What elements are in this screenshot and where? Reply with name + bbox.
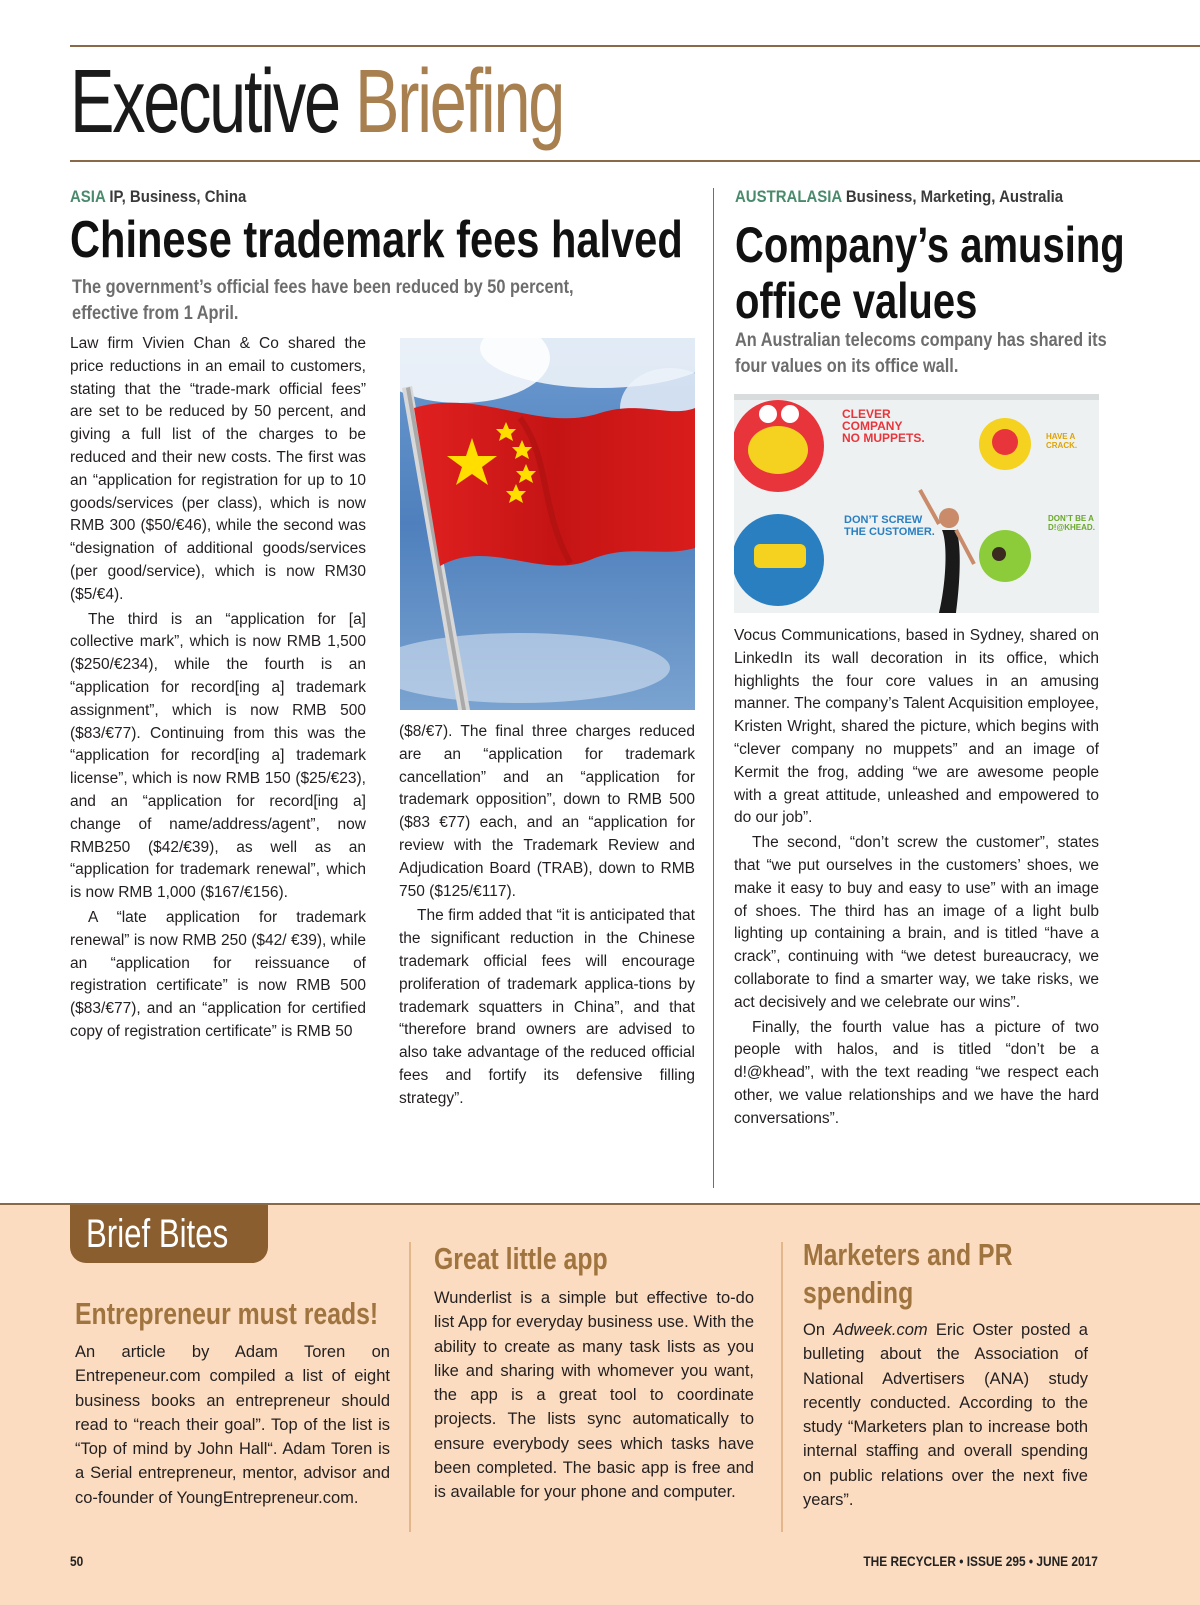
- right-story-body: [734, 625, 1099, 1131]
- wall-panel-1-title: CLEVER COMPANY NO MUPPETS.: [842, 407, 925, 445]
- paragraph: The third is an “application for [a] collective mark”, which is now RMB 1,500 ($250/€234), while the fourth is an “application for record[ing a] trademark assignment”, which is now RMB 500 ($83/€77). Continuing from this was the “application for record[ing a] trademark license”, which is now RMB 150 ($25/€23), and an “application for record[ing a] change of name/address/agent”, now RMB250 ($42/€39), as well as an “application for trademark renewal”, which is now RMB 1,000 ($167/€156).: [70, 610, 366, 902]
- paragraph: Finally, the fourth value has a picture of two people with halos, and is titled “don’t be a d!@khead”, with the text reading “we respect each other, we value relationships and we have the hard conversations”.: [734, 1018, 1099, 1127]
- bite-2-title: Great little app: [434, 1241, 608, 1276]
- left-story-kicker: [70, 186, 616, 208]
- wall-panel-2-title: DON’T SCREW THE CUSTOMER.: [844, 514, 935, 538]
- paragraph: The second, “don’t screw the customer”, states that “we put ourselves in the customers’ shoes, we make it easy to buy and easy to use” with an image of shoes. The third has an image of a light bulb lighting up containing a brain, and is titled “have a crack”, continuing with “we detest bureaucracy, we collaborate to find a smarter way, we take risks, we act decisively and we celebrate our wins”.: [734, 834, 1099, 1011]
- bite-1-body: An article by Adam Toren on Entrepeneur.com compiled a list of eight business books an entrepreneur should read to “reach their goal”. Top of the list is “Top of mind by John Hall“. Adam Toren is a Serial entrepreneur, mentor, advisor and co-founder of YoungEntrepreneur.com.: [75, 1343, 390, 1507]
- bite-3-title-line1: Marketers and PR: [803, 1237, 1013, 1272]
- brief-bites-tab: [70, 1205, 268, 1263]
- bite-1-title: Entrepreneur must reads!: [75, 1296, 379, 1331]
- left-story-headline: Chinese trademark fees halved: [70, 211, 683, 269]
- masthead-title-accent: Briefing: [355, 52, 564, 152]
- right-story-tags: Business, Marketing, Australia: [845, 187, 1064, 206]
- bite-divider-2: [781, 1242, 783, 1532]
- paragraph: Law firm Vivien Chan & Co shared the price reductions in an email to customers, stating that the “trade-mark official fees” are set to be reduced by 50 percent, and giving a full list of the charges to be reduced and their new costs. The first was an “application for registration for up to 10 goods/services (per class), which is now RMB 300 ($50/€46), while the second was “designation of additional goods/services (per good/service), which is now RM30 ($5/€4).: [70, 335, 366, 603]
- masthead-bottom-rule: [70, 160, 1200, 162]
- left-story-deck-line2: effective from 1 April.: [72, 303, 239, 324]
- bite-divider-1: [409, 1242, 411, 1532]
- paragraph: The firm added that “it is anticipated that the significant reduction in the Chinese trademark official fees will encourage proliferation of trademark applica-tions by trademark squatters in China”, and that “therefore brand owners are advised to also take advantage of the reduced official fees and fortify its defensive filling strategy”.: [399, 907, 695, 1107]
- brief-bites-tab-label: Brief Bites: [86, 1212, 229, 1256]
- right-story-deck-line2: four values on its office wall.: [735, 356, 959, 377]
- column-divider: [713, 188, 714, 1188]
- bite-3-title-line2: spending: [803, 1275, 914, 1310]
- wall-panel-4-title: DON’T BE A D!@KHEAD.: [1048, 514, 1095, 532]
- left-story-column-2: [399, 721, 695, 1111]
- bite-3-body: On Adweek.com Eric Oster posted a bulleting about the Association of National Advertisers (ANA) study recently conducted. According to the study “Marketers plan to increase both internal staffing and overall spending on public relations over the next five years”.: [803, 1321, 1088, 1510]
- publication-footer: THE RECYCLER • ISSUE 295 • JUNE 2017: [863, 1553, 1098, 1569]
- right-story-headline-line1: Company’s amusing: [735, 217, 1125, 273]
- right-story-headline-line2: office values: [735, 273, 978, 329]
- masthead-top-rule: [70, 45, 1200, 47]
- paragraph: ($8/€7). The final three charges reduced are an “application for trademark cancellation” and an “application for trademark opposition”, down to RMB 500 ($83 €77) each, and an “application for review with the Trademark Review and Adjudication Board (TRAB), down to RMB 750 ($125/€117).: [399, 723, 695, 900]
- adweek-link: Adweek.com: [833, 1321, 928, 1339]
- china-flag-icon: [400, 338, 695, 710]
- left-story-deck-line1: The government’s official fees have been reduced by 50 percent,: [72, 277, 574, 298]
- right-story-region: AUSTRALASIA: [735, 187, 842, 206]
- left-story-tags: IP, Business, China: [109, 187, 247, 206]
- bite-2-body: Wunderlist is a simple but effective to-do list App for everyday business use. With the ability to create as many task lists as you like and sharing with whomever you want, the app is a great tool to coordinate projects. The lists sync automatically to ensure everybody sees which tasks have been completed. The basic app is free and is available for your phone and computer.: [434, 1289, 754, 1502]
- left-story-column-1: [70, 333, 366, 1044]
- office-wall-photo: [734, 394, 1099, 613]
- left-story-region: ASIA: [70, 187, 106, 206]
- masthead-title-main: Executive: [70, 52, 339, 152]
- china-flag-photo: [400, 338, 695, 710]
- left-story-header: [70, 186, 690, 208]
- right-story-kicker: [735, 186, 1063, 208]
- masthead-title: [70, 50, 563, 154]
- page-number: 50: [70, 1553, 84, 1569]
- paragraph: Vocus Communications, based in Sydney, shared on LinkedIn its wall decoration in its office, which highlights the four core values in an amusing manner. The company’s Talent Acquisition employee, Kristen Wright, shared the picture, which begins with “clever company no muppets” and an image of Kermit the frog, adding “we are awesome people with a great attitude, unleashed and empowered to do our job”.: [734, 627, 1099, 827]
- wall-panel-3-title: HAVE A CRACK.: [1046, 432, 1078, 450]
- right-story-deck-line1: An Australian telecoms company has shared its: [735, 330, 1107, 351]
- paragraph: A “late application for trademark renewal” is now RMB 250 ($42/ €39), while an “application for reissuance of registration certificate” is now RMB 500 ($83/€77), and an “application for certified copy of registration certificate” is RMB 50: [70, 908, 366, 1040]
